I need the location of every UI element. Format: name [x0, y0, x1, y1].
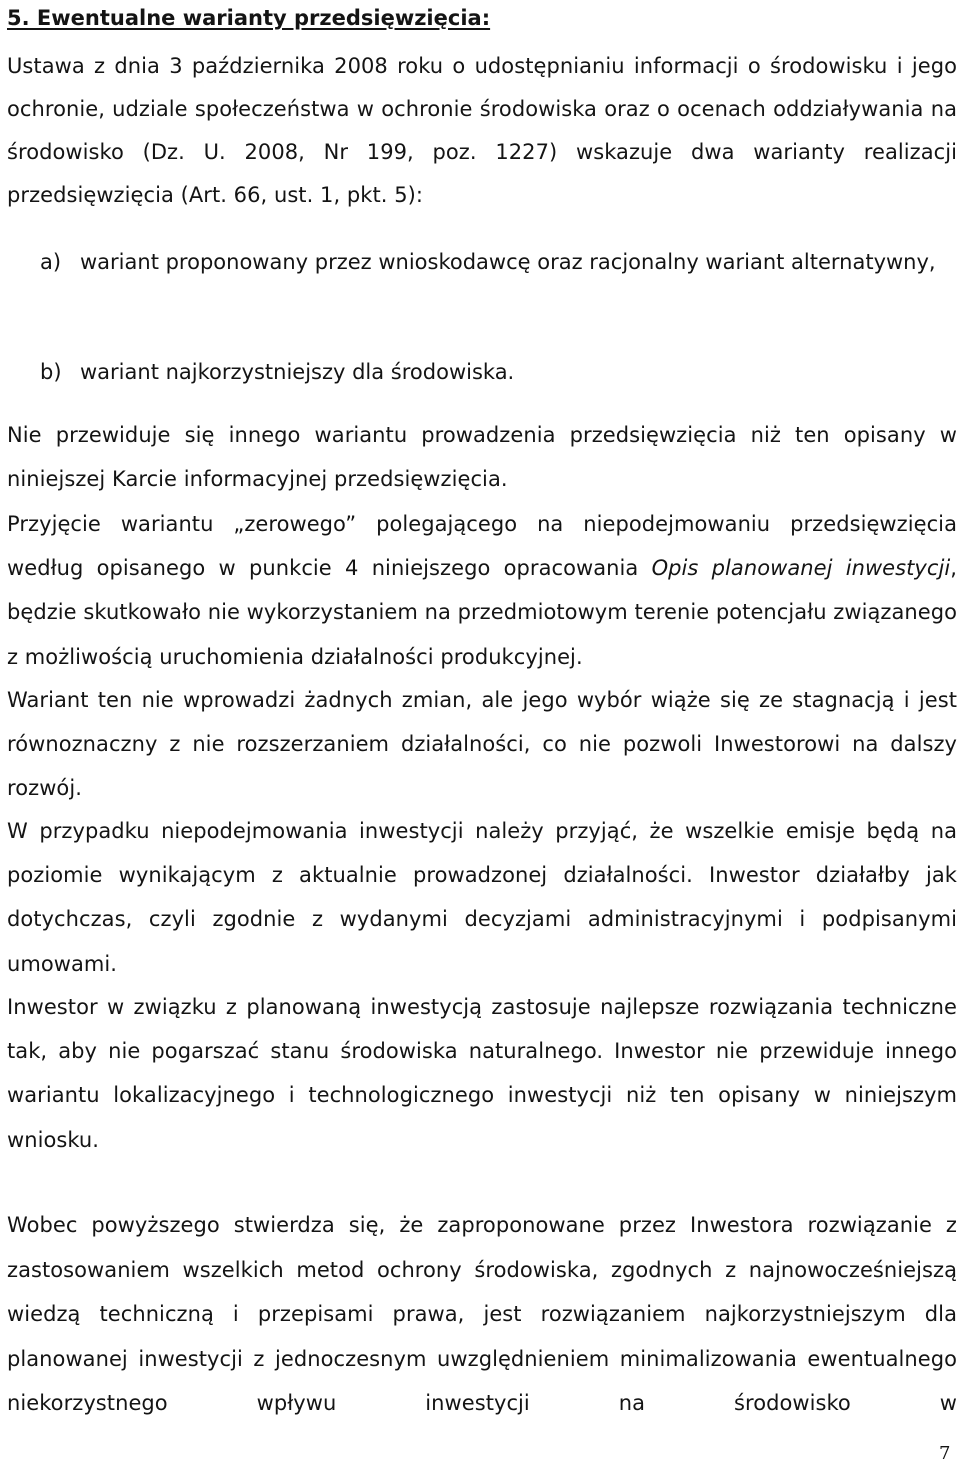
conclusion-paragraph: Wobec powyższego stwierdza się, że zaproponowane przez Inwestora rozwiązanie z zastosowaniem wszelkich metod ochrony środowiska, zgodnych z najnowocześniejszą wiedzą techniczną i przepisami prawa, jest rozwiązaniem najkorzystniejszym dla planowanej inwestycji z jednoczesnym uwzględnieniem minimalizowania ewentualnego niekorzystnego wpływu inwestycji na środowisko w	[7, 1213, 957, 1415]
variant-label: b)	[40, 360, 62, 384]
emissions-paragraph: W przypadku niepodejmowania inwestycji należy przyjąć, że wszelkie emisje będą na poziomie wynikającym z aktualnie prowadzonej działalności. Inwestor działałby jak dotychczas, czyli zgodnie z wydanymi decyzjami administracyjnymi i podpisanymi umowami.	[7, 819, 957, 976]
variant-text: wariant najkorzystniejszy dla środowiska.	[80, 360, 515, 384]
variant-list-item	[40, 350, 957, 394]
no-other-variant-paragraph: Nie przewiduje się innego wariantu prowadzenia przedsięwzięcia niż ten opisany w niniejszej Karcie informacyjnej przedsięwzięcia.	[7, 423, 957, 491]
zero-variant-text-start: Przyjęcie wariantu „zerowego” polegającego na niepodejmowaniu przedsięwzięcia według opisanego w punkcie 4 niniejszego opracowania	[7, 512, 957, 581]
stagnation-paragraph: Wariant ten nie wprowadzi żadnych zmian, ale jego wybór wiąże się ze stagnacją i jest równoznaczny z nie rozszerzaniem działalności, co nie pozwoli Inwestorowi na dalszy rozwój.	[7, 688, 957, 801]
zero-variant-text-end: , będzie skutkowało nie wykorzystaniem na przedmiotowym terenie potencjału związanego z możliwością uruchomienia działalności produkcyjnej.	[7, 556, 958, 669]
variant-label: a)	[40, 250, 62, 274]
variant-list-item	[40, 240, 957, 284]
intro-paragraph: Ustawa z dnia 3 października 2008 roku o udostępnianiu informacji o środowisku i jego ochronie, udziale społeczeństwa w ochronie środowiska oraz o ocenach oddziaływania na środowisko (Dz. U. 2008, Nr 199, poz. 1227) wskazuje dwa warianty realizacji przedsięwzięcia (Art. 66, ust. 1, pkt. 5):	[7, 54, 957, 207]
section-heading: 5. Ewentualne warianty przedsięwzięcia:	[7, 6, 491, 30]
page-number: 7	[939, 1443, 951, 1464]
zero-variant-paragraph	[7, 502, 957, 679]
best-solutions-paragraph: Inwestor w związku z planowaną inwestycją zastosuje najlepsze rozwiązania techniczne tak, aby nie pogarszać stanu środowiska naturalnego. Inwestor nie przewiduje innego wariantu lokalizacyjnego i technologicznego inwestycji niż ten opisany w niniejszym wniosku.	[7, 995, 957, 1152]
zero-variant-italic-title: Opis planowanej inwestycji	[651, 556, 951, 581]
variant-text: wariant proponowany przez wnioskodawcę oraz racjonalny wariant alternatywny,	[80, 250, 936, 274]
